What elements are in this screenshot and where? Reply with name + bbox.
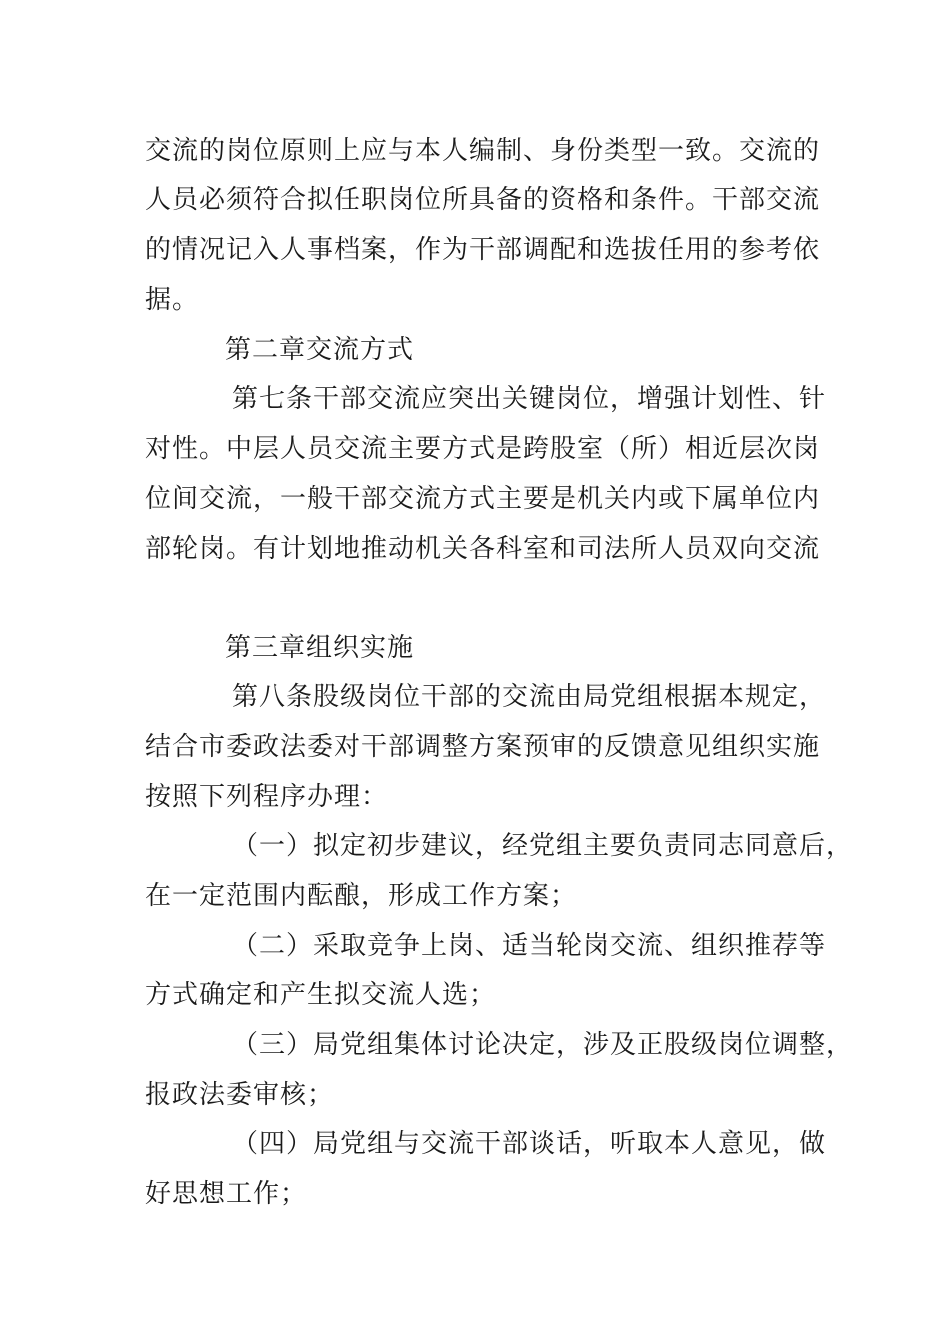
chapter-heading-3: 第三章组织实施 [225, 633, 415, 663]
article-7-line-2: 对性。中层人员交流主要方式是跨股室（所）相近层次岗 [145, 434, 821, 464]
paragraph-line-2: 人员必须符合拟任职岗位所具备的资格和条件。干部交流 [145, 185, 821, 215]
paragraph-line-3: 的情况记入人事档案，作为干部调配和选拔任用的参考依 [145, 235, 821, 265]
chapter-heading-2: 第二章交流方式 [225, 335, 415, 365]
article-8-line-3: 按照下列程序办理： [145, 782, 389, 812]
step-1-line-2: 在一定范围内酝酿，形成工作方案； [145, 881, 578, 911]
article-7-line-1: 第七条干部交流应突出关键岗位，增强计划性、针 [232, 384, 827, 414]
step-1-line-1: （一）拟定初步建议，经党组主要负责同志同意后， [232, 831, 854, 861]
article-7-line-4: 部轮岗。有计划地推动机关各科室和司法所人员双向交流 [145, 534, 821, 564]
paragraph-line-1: 交流的岗位原则上应与本人编制、身份类型一致。交流的 [145, 136, 821, 166]
step-3-line-1: （三）局党组集体讨论决定，涉及正股级岗位调整， [232, 1030, 854, 1060]
step-2-line-1: （二）采取竞争上岗、适当轮岗交流、组织推荐等 [232, 931, 827, 961]
step-2-line-2: 方式确定和产生拟交流人选； [145, 980, 497, 1010]
article-8-line-1: 第八条股级岗位干部的交流由局党组根据本规定， [232, 682, 827, 712]
step-4-line-1: （四）局党组与交流干部谈话，听取本人意见，做 [232, 1129, 827, 1159]
step-3-line-2: 报政法委审核； [145, 1080, 335, 1110]
article-7-line-3: 位间交流，一般干部交流方式主要是机关内或下属单位内 [145, 484, 821, 514]
article-8-line-2: 结合市委政法委对干部调整方案预审的反馈意见组织实施 [145, 732, 821, 762]
paragraph-line-4: 据。 [145, 285, 200, 315]
step-4-line-2: 好思想工作； [145, 1179, 308, 1209]
